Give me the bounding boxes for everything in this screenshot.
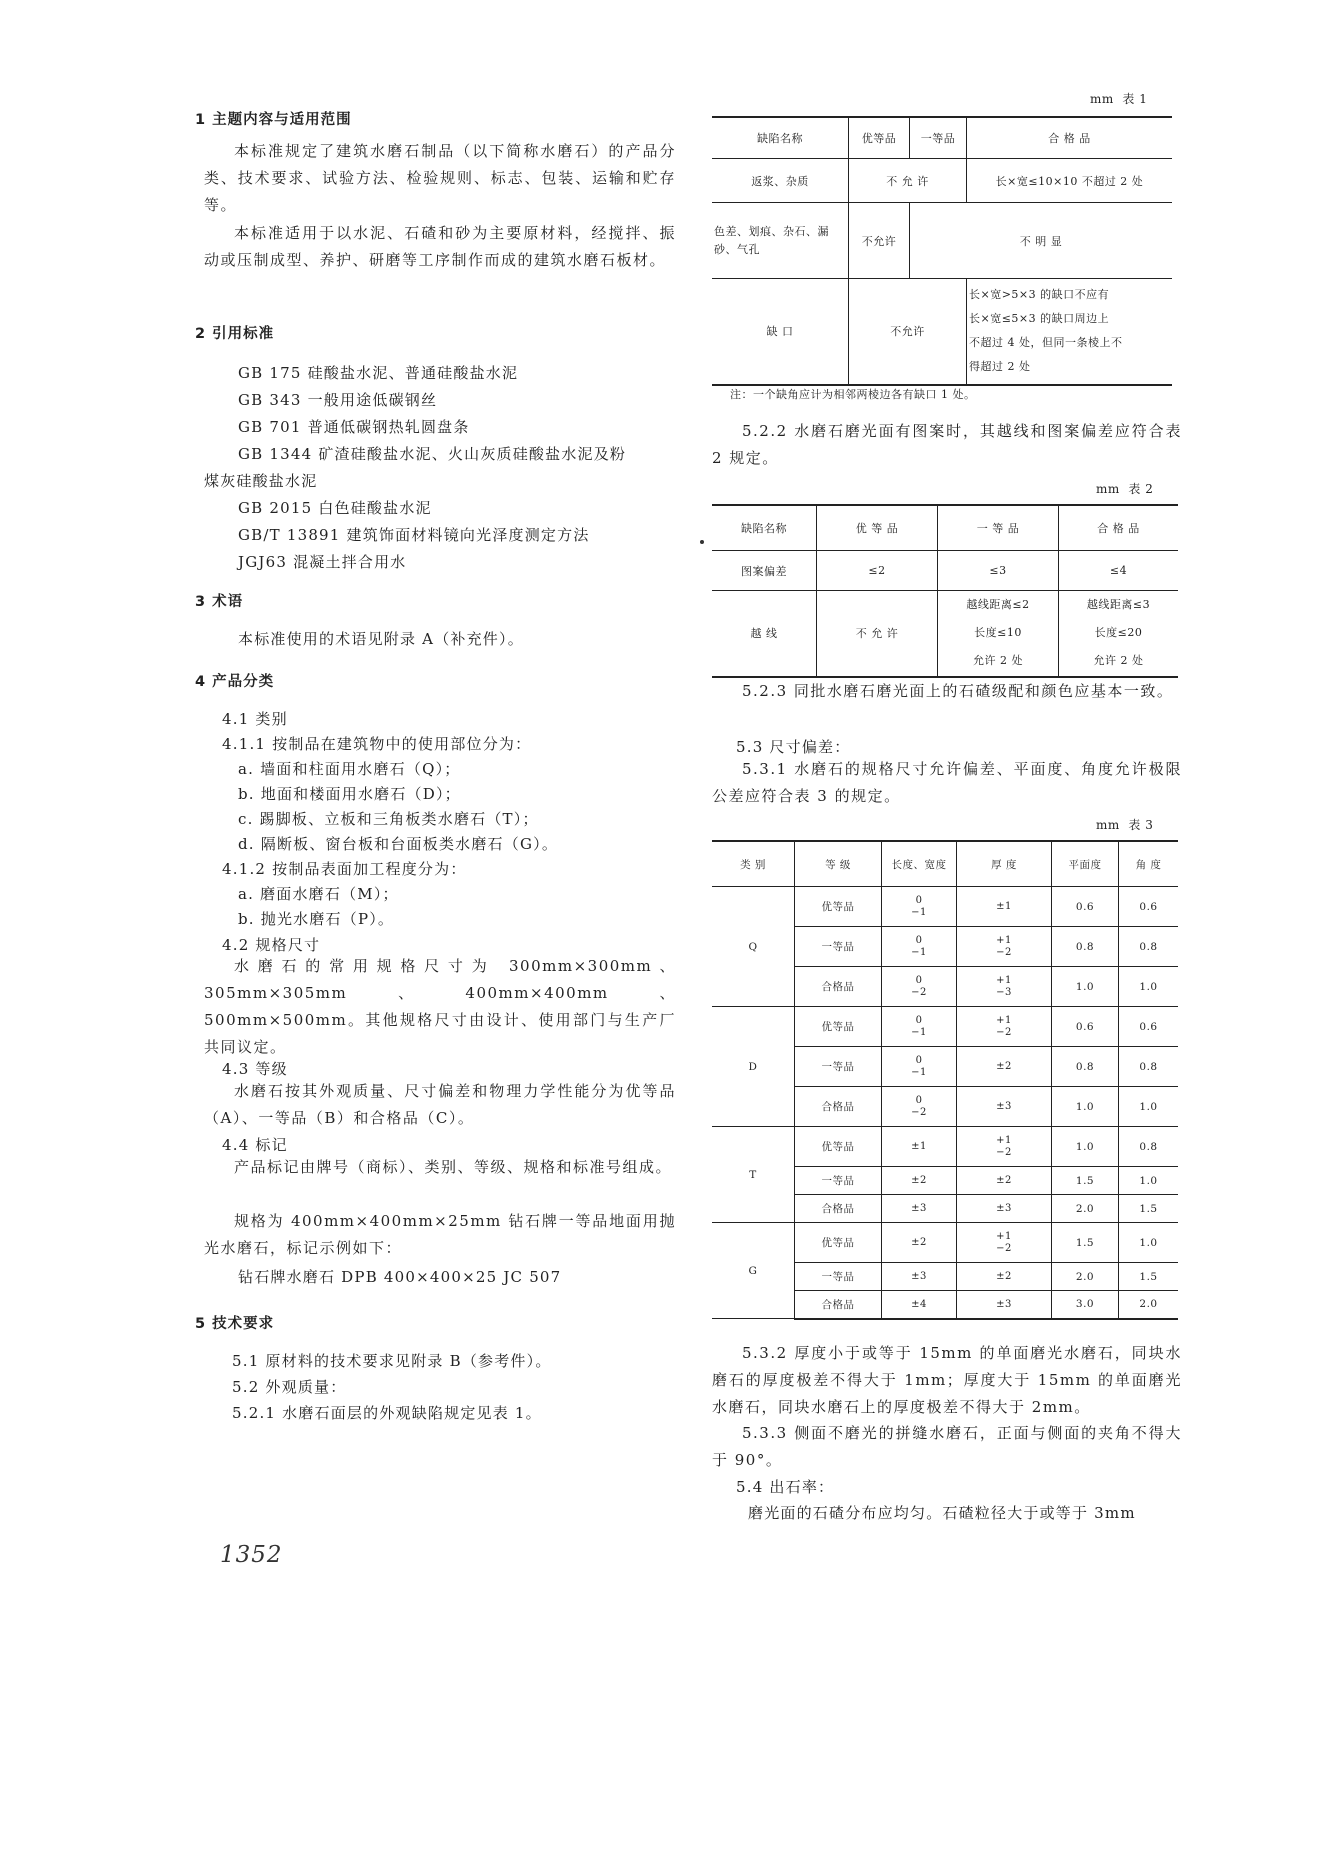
table-header-cell: 一等品 [910, 117, 967, 159]
tolerance-line: 0 [915, 1054, 923, 1066]
table-cell [967, 279, 1173, 385]
flatness-cell: 2.0 [1052, 1195, 1119, 1223]
cell-line: 越线距离≤3 [1086, 598, 1151, 612]
ref-item: GB/T 13891 建筑饰面材料镜向光泽度测定方法 [238, 526, 590, 544]
table-header-cell: 缺陷名称 [712, 505, 817, 551]
table-cell: 缺 口 [712, 279, 849, 385]
tolerance-line: −3 [996, 986, 1012, 998]
table-header-cell: 平面度 [1052, 841, 1119, 887]
grade-cell: 优等品 [795, 1007, 882, 1047]
thickness-cell [957, 1087, 1052, 1127]
table-row [712, 279, 1172, 385]
tolerance-line: 0 [915, 934, 923, 946]
thickness-cell [957, 927, 1052, 967]
flatness-cell: 1.5 [1052, 1167, 1119, 1195]
cell-line: 越线距离≤2 [966, 598, 1030, 612]
tolerance-value [911, 1237, 927, 1249]
tolerance-value [911, 1175, 927, 1187]
category-cell: G [712, 1223, 795, 1319]
table-3-unit: mm [1096, 818, 1120, 832]
tolerance-line: −2 [996, 1026, 1012, 1038]
tolerance-line: +1 [996, 974, 1012, 986]
length-width-cell [882, 1195, 957, 1223]
table-cell: ≤3 [938, 551, 1059, 591]
table-cell: ≤2 [817, 551, 938, 591]
angle-cell: 1.5 [1119, 1195, 1179, 1223]
table-cell: 图案偏差 [712, 551, 817, 591]
section-1-heading: 1 主题内容与适用范围 [195, 112, 352, 128]
ref-item: GB 1344 矿渣硅酸盐水泥、火山灰质硅酸盐水泥及粉 [238, 445, 627, 463]
ref-item: GB 175 硅酸盐水泥、普通硅酸盐水泥 [238, 364, 519, 382]
ref-item: GB 701 普通低碳钢热轧圆盘条 [238, 418, 470, 436]
tolerance-line: −1 [911, 1026, 927, 1038]
table-header-row [712, 505, 1178, 551]
tolerance-line: +1 [996, 1014, 1012, 1026]
list-item: b. 抛光水磨石（P）。 [238, 910, 395, 928]
table-header-row [712, 117, 1172, 159]
section-5-3-2: 5.3.2 厚度小于或等于 15mm 的单面磨光水磨石，同块水磨石的厚度极差不得大于 1mm；厚度大于 15mm 的单面磨光水磨石，同块水磨石上的厚度极差不得大于 2mm。 [712, 1344, 1182, 1416]
length-width-cell [882, 1087, 957, 1127]
angle-cell: 0.6 [1119, 887, 1179, 927]
tolerance-value [911, 935, 927, 959]
tolerance-value [911, 1055, 927, 1079]
cell-line: 允许 2 处 [973, 654, 1023, 668]
tolerance-value [996, 1015, 1012, 1039]
table-1-title: 表 1 [1122, 92, 1148, 106]
tolerance-line: ±1 [911, 1141, 927, 1152]
table-cell: 不 允 许 [817, 591, 938, 677]
length-width-cell [882, 1263, 957, 1291]
section-4-2: 4.2 规格尺寸 [222, 936, 321, 954]
table-row [712, 203, 1172, 279]
angle-cell: 1.0 [1119, 1223, 1179, 1263]
tolerance-line: −1 [911, 1066, 927, 1078]
table-cell [1059, 591, 1179, 677]
grade-cell: 优等品 [795, 1223, 882, 1263]
tolerance-line: ±3 [996, 1203, 1012, 1214]
grade-cell: 优等品 [795, 1127, 882, 1167]
thickness-cell [957, 1047, 1052, 1087]
table-header-cell: 类 别 [712, 841, 795, 887]
cell-line: 得超过 2 处 [969, 360, 1031, 374]
flatness-cell: 0.6 [1052, 887, 1119, 927]
cell-line: 长×宽>5×3 的缺口不应有 [969, 288, 1110, 302]
table-header-cell: 角 度 [1119, 841, 1179, 887]
table-cell: 长×宽≤10×10 不超过 2 处 [967, 159, 1173, 203]
length-width-cell [882, 1291, 957, 1319]
table-cell: 色差、划痕、杂石、漏砂、气孔 [712, 203, 849, 279]
grade-cell: 一等品 [795, 1167, 882, 1195]
tolerance-line: −1 [911, 906, 927, 918]
table-cell: ≤4 [1059, 551, 1179, 591]
table-2 [712, 504, 1178, 678]
table-row [712, 1127, 1178, 1167]
table-1 [712, 116, 1172, 386]
cell-line: 长×宽≤5×3 的缺口周边上 [969, 312, 1110, 326]
tolerance-line: 0 [915, 894, 923, 906]
angle-cell: 0.8 [1119, 927, 1179, 967]
category-cell: D [712, 1007, 795, 1127]
section-1-para-1: 本标准规定了建筑水磨石制品（以下简称水磨石）的产品分类、技术要求、试验方法、检验规则、标志、包装、运输和贮存等。 [204, 142, 676, 214]
tolerance-value [911, 1141, 927, 1153]
thickness-cell [957, 1127, 1052, 1167]
tolerance-line: ±1 [996, 901, 1012, 912]
table-3 [712, 840, 1178, 1320]
section-1-para-2: 本标准适用于以水泥、石碴和砂为主要原材料，经搅拌、振动或压制成型、养护、研磨等工序制作而成的建筑水磨石板材。 [204, 224, 676, 269]
grade-cell: 一等品 [795, 927, 882, 967]
angle-cell: 1.5 [1119, 1263, 1179, 1291]
thickness-cell [957, 1167, 1052, 1195]
table-row [712, 1223, 1178, 1263]
tolerance-line: −1 [911, 946, 927, 958]
tolerance-line: −2 [996, 946, 1012, 958]
table-2-title: 表 2 [1128, 482, 1154, 496]
tolerance-value [911, 975, 927, 999]
grade-cell: 合格品 [795, 1087, 882, 1127]
section-5-3: 5.3 尺寸偏差： [736, 738, 851, 756]
section-4-2-para: 水磨石的常用规格尺寸为 300mm×300mm、305mm×305mm、400mm×400mm、500mm×500mm。其他规格尺寸由设计、使用部门与生产厂共同议定。 [204, 957, 676, 1056]
table-header-row [712, 841, 1178, 887]
section-2-heading: 2 引用标准 [195, 326, 275, 342]
length-width-cell [882, 1167, 957, 1195]
tolerance-line: ±3 [911, 1203, 927, 1214]
cell-line: 允许 2 处 [1093, 654, 1144, 668]
table-header-cell: 厚 度 [957, 841, 1052, 887]
flatness-cell: 1.5 [1052, 1223, 1119, 1263]
tolerance-value [996, 1175, 1012, 1187]
table-row [712, 159, 1172, 203]
angle-cell: 1.0 [1119, 1167, 1179, 1195]
table-header-cell: 等 级 [795, 841, 882, 887]
tolerance-value [996, 1203, 1012, 1215]
table-header-cell: 长度、宽度 [882, 841, 957, 887]
table-cell: 不允许 [849, 279, 967, 385]
thickness-cell [957, 1195, 1052, 1223]
section-5-1: 5.1 原材料的技术要求见附录 B（参考件）。 [232, 1352, 552, 1370]
angle-cell: 1.0 [1119, 1087, 1179, 1127]
section-5-2-2: 5.2.2 水磨石磨光面有图案时，其越线和图案偏差应符合表 2 规定。 [712, 422, 1182, 467]
tolerance-value [996, 935, 1012, 959]
section-5-2-1: 5.2.1 水磨石面层的外观缺陷规定见表 1。 [232, 1404, 542, 1422]
tolerance-value [996, 901, 1012, 913]
table-row [712, 551, 1178, 591]
tolerance-line: ±3 [911, 1271, 927, 1282]
length-width-cell [882, 1127, 957, 1167]
category-cell: T [712, 1127, 795, 1223]
grade-cell: 优等品 [795, 887, 882, 927]
tolerance-line: ±3 [996, 1101, 1012, 1112]
ref-item: JGJ63 混凝土拌合用水 [238, 553, 407, 571]
section-5-3-3: 5.3.3 侧面不磨光的拼缝水磨石，正面与侧面的夹角不得大于 90°。 [712, 1424, 1182, 1469]
length-width-cell [882, 927, 957, 967]
tolerance-line: −2 [996, 1242, 1012, 1254]
thickness-cell [957, 887, 1052, 927]
flatness-cell: 1.0 [1052, 1087, 1119, 1127]
tolerance-value [911, 1095, 927, 1119]
list-item: d. 隔断板、窗台板和台面板类水磨石（G）。 [238, 835, 559, 853]
table-header-cell: 缺陷名称 [712, 117, 849, 159]
tolerance-value [911, 1271, 927, 1283]
tolerance-line: ±2 [911, 1237, 927, 1248]
grade-cell: 一等品 [795, 1263, 882, 1291]
table-1-unit: mm [1090, 92, 1114, 106]
tolerance-value [911, 895, 927, 919]
length-width-cell [882, 1007, 957, 1047]
list-item: a. 磨面水磨石（M）； [238, 885, 399, 903]
tolerance-line: ±4 [911, 1298, 927, 1310]
tolerance-line: −2 [911, 986, 927, 998]
ref-item: GB 2015 白色硅酸盐水泥 [238, 499, 432, 517]
section-4-4-para-2: 规格为 400mm×400mm×25mm 钻石牌一等品地面用抛光水磨石，标记示例如下： [204, 1212, 676, 1257]
thickness-cell [957, 967, 1052, 1007]
grade-cell: 合格品 [795, 1195, 882, 1223]
table-cell: 不 允 许 [849, 159, 967, 203]
ref-item: GB 343 一般用途低碳钢丝 [238, 391, 438, 409]
marking-example: 钻石牌水磨石 DPB 400×400×25 JC 507 [238, 1268, 562, 1286]
table-1-caption [1090, 90, 1147, 107]
section-5-heading: 5 技术要求 [195, 1316, 275, 1332]
tolerance-value [996, 1231, 1012, 1255]
cell-line: 不超过 4 处，但同一条棱上不 [969, 336, 1123, 350]
angle-cell: 0.8 [1119, 1127, 1179, 1167]
table-row [712, 591, 1178, 677]
table-1-note: 注：一个缺角应计为相邻两棱边各有缺口 1 处。 [730, 388, 976, 401]
tolerance-line: 0 [915, 1014, 923, 1026]
angle-cell: 0.8 [1119, 1047, 1179, 1087]
table-3-body [712, 841, 1178, 1319]
table-header-cell: 优等品 [849, 117, 910, 159]
cell-line: 长度≤20 [1094, 626, 1143, 640]
ref-item-continuation: 煤灰硅酸盐水泥 [204, 472, 318, 490]
list-item: a. 墙面和柱面用水磨石（Q）； [238, 760, 461, 778]
tolerance-line: ±3 [996, 1298, 1012, 1310]
tolerance-line: +1 [996, 1134, 1012, 1146]
table-cell [938, 591, 1059, 677]
angle-cell: 0.6 [1119, 1007, 1179, 1047]
table-header-cell: 合 格 品 [1059, 505, 1179, 551]
tolerance-line: +1 [996, 934, 1012, 946]
grade-cell: 一等品 [795, 1047, 882, 1087]
length-width-cell [882, 967, 957, 1007]
flatness-cell: 2.0 [1052, 1263, 1119, 1291]
table-3-caption [1096, 816, 1153, 833]
tolerance-value [996, 1271, 1012, 1283]
thickness-cell [957, 1263, 1052, 1291]
flatness-cell: 3.0 [1052, 1291, 1119, 1319]
section-3-heading: 3 术语 [195, 594, 244, 610]
flatness-cell: 0.8 [1052, 927, 1119, 967]
page-number: 1352 [220, 1542, 283, 1568]
section-4-3: 4.3 等级 [222, 1060, 288, 1078]
section-5-4: 5.4 出石率： [736, 1478, 835, 1496]
length-width-cell [882, 1223, 957, 1263]
tolerance-value [996, 1135, 1012, 1159]
table-cell: 不允许 [849, 203, 910, 279]
section-4-1: 4.1 类别 [222, 710, 288, 728]
list-item: b. 地面和楼面用水磨石（D）； [238, 785, 461, 803]
tolerance-value [996, 1061, 1012, 1073]
section-5-3-1: 5.3.1 水磨石的规格尺寸允许偏差、平面度、角度允许极限公差应符合表 3 的规定。 [712, 760, 1182, 805]
tolerance-value [911, 1203, 927, 1215]
tolerance-value [911, 1299, 927, 1311]
tolerance-line: 0 [915, 974, 923, 986]
section-4-3-para: 水磨石按其外观质量、尺寸偏差和物理力学性能分为优等品（A）、一等品（B）和合格品（C）。 [204, 1082, 676, 1127]
length-width-cell [882, 1047, 957, 1087]
grade-cell: 合格品 [795, 1291, 882, 1319]
tolerance-line: ±2 [996, 1271, 1012, 1282]
tolerance-line: ±2 [996, 1061, 1012, 1072]
section-5-2: 5.2 外观质量： [232, 1378, 347, 1396]
thickness-cell [957, 1007, 1052, 1047]
table-row [712, 1007, 1178, 1047]
table-cell: 返浆、杂质 [712, 159, 849, 203]
table-header-cell: 优 等 品 [817, 505, 938, 551]
tolerance-value [996, 975, 1012, 999]
thickness-cell [957, 1291, 1052, 1319]
grade-cell: 合格品 [795, 967, 882, 1007]
section-5-4-para: 磨光面的石碴分布应均匀。石碴粒径大于或等于 3mm [748, 1504, 1136, 1522]
angle-cell: 1.0 [1119, 967, 1179, 1007]
section-4-4-para-1: 产品标记由牌号（商标）、类别、等级、规格和标准号组成。 [234, 1158, 673, 1176]
table-2-caption [1096, 480, 1153, 497]
flatness-cell: 1.0 [1052, 967, 1119, 1007]
table-3-title: 表 3 [1128, 818, 1154, 832]
table-cell: 不 明 显 [910, 203, 1173, 279]
table-2-unit: mm [1096, 482, 1120, 496]
table-row [712, 887, 1178, 927]
tolerance-value [996, 1299, 1012, 1311]
length-width-cell [882, 887, 957, 927]
tolerance-line: −2 [996, 1146, 1012, 1158]
section-3-para: 本标准使用的术语见附录 A（补充件）。 [238, 630, 524, 648]
tolerance-value [996, 1101, 1012, 1113]
tolerance-line: +1 [996, 1230, 1012, 1242]
tolerance-line: 0 [915, 1094, 923, 1106]
tolerance-line: ±2 [996, 1175, 1012, 1186]
tolerance-line: −2 [911, 1106, 927, 1118]
section-4-4: 4.4 标记 [222, 1136, 288, 1154]
flatness-cell: 0.6 [1052, 1007, 1119, 1047]
section-4-1-2: 4.1.2 按制品表面加工程度分为： [222, 860, 467, 878]
tolerance-value [911, 1015, 927, 1039]
table-cell: 越 线 [712, 591, 817, 677]
table-header-cell: 合 格 品 [967, 117, 1173, 159]
flatness-cell: 0.8 [1052, 1047, 1119, 1087]
section-4-1-1: 4.1.1 按制品在建筑物中的使用部位分为： [222, 735, 532, 753]
table-header-cell: 一 等 品 [938, 505, 1059, 551]
category-cell: Q [712, 887, 795, 1007]
scan-dot [700, 540, 704, 544]
section-5-2-3: 5.2.3 同批水磨石磨光面上的石碴级配和颜色应基本一致。 [742, 682, 1174, 700]
section-4-heading: 4 产品分类 [195, 674, 275, 690]
thickness-cell [957, 1223, 1052, 1263]
angle-cell: 2.0 [1119, 1291, 1179, 1319]
flatness-cell: 1.0 [1052, 1127, 1119, 1167]
cell-line: 长度≤10 [974, 626, 1022, 640]
tolerance-line: ±2 [911, 1175, 927, 1186]
list-item: c. 踢脚板、立板和三角板类水磨石（T）； [238, 810, 539, 828]
